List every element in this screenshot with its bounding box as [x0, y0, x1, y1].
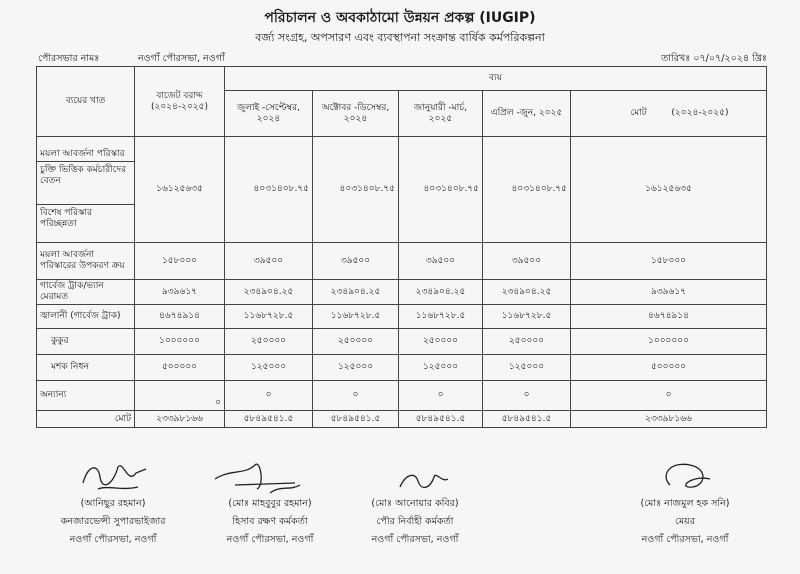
header-q3: জানুয়ারী -মার্চ, ২০২৫ [399, 91, 483, 137]
row-label: ময়লা আবর্জনা পরিস্কারের উপকরণ ক্রয় [37, 243, 135, 280]
cell-q2: ৪০৩১৪০৮.৭৫ [313, 137, 399, 243]
municipality-label: পৌরসভার নামঃ [38, 53, 100, 64]
row-label: জ্বালানী (গার্বেজ ট্রাক) [37, 305, 135, 329]
row-label: কুকুর [37, 329, 135, 355]
cell-budget: ৯৩৯৬১৭ [135, 280, 225, 305]
table-row [37, 280, 767, 305]
total-q1: ৫৮৪৯৫৪১.৫ [225, 411, 313, 428]
handwritten-signature [600, 455, 770, 495]
row-label: অন্যান্য [37, 381, 135, 411]
document-date: তারিখঃ ০৭/০৭/২০২৪ খ্রিঃ [661, 53, 767, 64]
cell-total: ৫০০০০০ [571, 355, 767, 381]
cell-total: ১৫৮০০০ [571, 243, 767, 280]
signature-block-mayor [600, 455, 770, 548]
signatory-org: নওগাঁ পৌরসভা, নওগাঁ [69, 534, 157, 545]
cell-q4: ৪০৩১৪০৮.৭৫ [483, 137, 571, 243]
total-label: মোট [37, 411, 135, 428]
header-budget [135, 67, 225, 137]
cell-budget: ১০০০০০০ [135, 329, 225, 355]
header-expense: ব্যয় [225, 67, 767, 91]
total-q4: ৫৮৪৯৫৪১.৫ [483, 411, 571, 428]
cell-budget: ০ [135, 381, 225, 411]
cell-q3: ১১৬৮৭২৮.৫ [399, 305, 483, 329]
total-q3: ৫৮৪৯৫৪১.৫ [399, 411, 483, 428]
cell-q3: ১২৫০০০ [399, 355, 483, 381]
cell-q2: ১২৫০০০ [313, 355, 399, 381]
row-label: মশক নিধন [37, 355, 135, 381]
signatory-org: নওগাঁ পৌরসভা, নওগাঁ [226, 534, 314, 545]
cell-q1: ১১৬৮৭২৮.৫ [225, 305, 313, 329]
table-row [37, 381, 767, 411]
cell-budget: ৪৬৭৪৯১৪ [135, 305, 225, 329]
header-total-label: মোট [630, 108, 647, 119]
cell-q4: ২৫০০০০ [483, 329, 571, 355]
row-label-cleaning-c: বিশেষ পরিস্কার পরিচ্ছন্নতা [37, 204, 134, 233]
cell-q2: ৩৯৫০০ [313, 243, 399, 280]
signatory-name: (মোঃ মাহবুবুর রহমান) [228, 498, 312, 509]
cell-q4: ১২৫০০০ [483, 355, 571, 381]
cell-total: ০ [571, 381, 767, 411]
cell-q2: ২৫০০০০ [313, 329, 399, 355]
header-q1: জুলাই -সেপ্টেম্বর, ২০২৪ [225, 91, 313, 137]
cell-q2: ২৩৪৯০৪.২৫ [313, 280, 399, 305]
municipality-value: নওগাঁ পৌরসভা, নওগাঁ [138, 53, 225, 64]
cell-budget: ৫০০০০০ [135, 355, 225, 381]
total-row [37, 411, 767, 428]
cell-total: ১৬১২৫৬৩৫ [571, 137, 767, 243]
cell-total: ১০০০০০০ [571, 329, 767, 355]
cell-q4: ২৩৪৯০৪.২৫ [483, 280, 571, 305]
signatory-name: (মোঃ আনোয়ার কবির) [371, 498, 459, 509]
cell-q1: ৪০৩১৪০৮.৭৫ [225, 137, 313, 243]
cell-q3: ২৫০০০০ [399, 329, 483, 355]
signatory-title: মেয়র [675, 516, 695, 527]
signatory-org: নওগাঁ পৌরসভা, নওগাঁ [641, 534, 729, 545]
cell-q4: ০ [483, 381, 571, 411]
table-row [37, 305, 767, 329]
row-label-cleaning-a: ময়লা আবর্জনা পরিস্কার [40, 148, 125, 159]
document-title: পরিচালন ও অবকাঠামো উন্নয়ন প্রকল্প (IUGIP) [264, 10, 536, 26]
cell-q3: ০ [399, 381, 483, 411]
header-row [37, 67, 767, 91]
signature-block-supervisor [28, 455, 198, 548]
cell-q1: ১২৫০০০ [225, 355, 313, 381]
table-row [37, 243, 767, 280]
table-row [37, 329, 767, 355]
signatory-name: (আনিছুর রহমান) [80, 498, 146, 509]
total-q2: ৫৮৪৯৫৪১.৫ [313, 411, 399, 428]
cell-q3: ৪০৩১৪০৮.৭৫ [399, 137, 483, 243]
header-q2: অক্টোবর -ডিসেম্বর, ২০২৪ [313, 91, 399, 137]
handwritten-signature [330, 455, 500, 495]
handwritten-signature [28, 455, 198, 495]
row-label-cleaning-b: চুক্তি ভিত্তিক কর্মচারীদের বেতন [37, 161, 134, 190]
cell-q2: ০ [313, 381, 399, 411]
header-q4: এপ্রিল -জুন, ২০২৫ [483, 91, 571, 137]
signatory-title: হিসাব রক্ষণ কর্মকর্তা [232, 516, 308, 527]
signatory-title: কনজারভেন্সী সুপারভাইজার [60, 516, 166, 527]
cell-q1: ২৫০০০০ [225, 329, 313, 355]
header-total [571, 91, 767, 137]
header-budget-line1: বাজেট বরাদ্দ [156, 90, 203, 101]
total-budget: ২৩৩৯৮১৬৬ [135, 411, 225, 428]
cell-budget: ১৫৮০০০ [135, 243, 225, 280]
cell-total: ৯৩৯৬১৭ [571, 280, 767, 305]
signatory-org: নওগাঁ পৌরসভা, নওগাঁ [371, 534, 459, 545]
cell-q3: ৩৯৫০০ [399, 243, 483, 280]
header-total-year: (২০২৪-২০২৫) [671, 108, 729, 119]
signatory-title: পৌর নির্বাহী কর্মকর্তা [376, 516, 454, 527]
table-row [37, 355, 767, 381]
cell-q4: ৩৯৫০০ [483, 243, 571, 280]
cell-budget: ১৬১২৫৬৩৫ [135, 137, 225, 243]
cell-q1: ২৩৪৯০৪.২৫ [225, 280, 313, 305]
cell-q2: ১১৬৮৭২৮.৫ [313, 305, 399, 329]
signature-block-executive [330, 455, 500, 548]
header-sector: ব্যয়ের খাত [37, 67, 135, 137]
table-row-cleaning [37, 137, 767, 243]
cell-q1: ৩৯৫০০ [225, 243, 313, 280]
budget-table [36, 66, 767, 428]
document-subtitle: বর্জ্য সংগ্রহ, অপসারণ এবং ব্যবস্থাপনা সংক্রান্ত বার্ষিক কর্মপরিকল্পনা [255, 31, 545, 44]
row-label: গার্বেজ ট্রাক/ভ্যান মেরামত [37, 280, 135, 305]
cell-total: ৪৬৭৪৯১৪ [571, 305, 767, 329]
total-grand: ২৩৩৯৮১৬৬ [571, 411, 767, 428]
cell-q4: ১১৬৮৭২৮.৫ [483, 305, 571, 329]
header-budget-line2: (২০২৪-২০২৫) [150, 101, 209, 112]
row-label-cleaning [37, 137, 135, 243]
signatory-name: (মোঃ নাজমুল হক সনি) [640, 498, 730, 509]
cell-q1: ০ [225, 381, 313, 411]
cell-q3: ২৩৪৯০৪.২৫ [399, 280, 483, 305]
